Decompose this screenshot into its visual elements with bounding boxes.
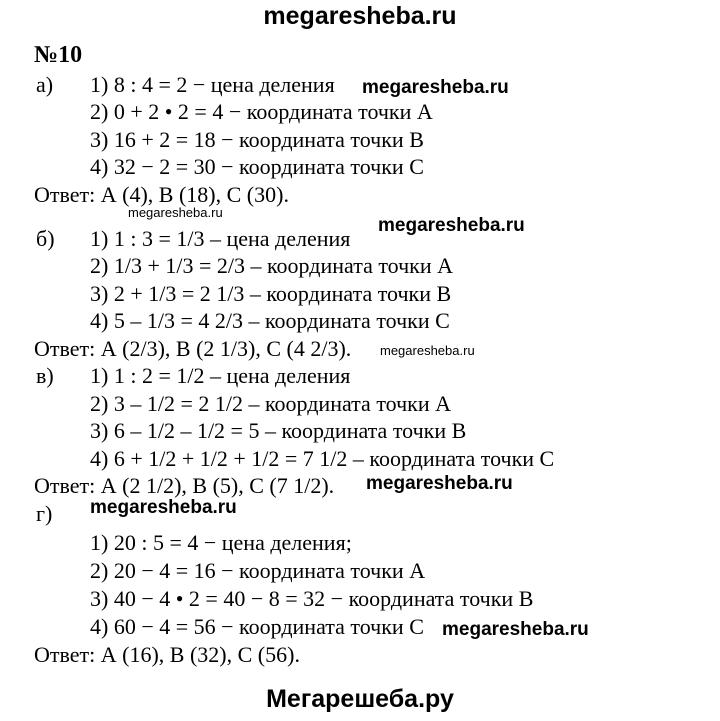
watermark-1: megaresheba.ru xyxy=(362,77,509,98)
watermark-5: megaresheba.ru xyxy=(442,619,589,640)
section-b-step-3: 3) 2 + 1/3 = 2 1/3 – координата точки В xyxy=(90,281,452,306)
section-v-step-1: 1) 1 : 2 = 1/2 – цена деления xyxy=(90,363,351,388)
section-g-step-4: 4) 60 − 4 = 56 − координата точки С xyxy=(90,614,424,639)
watermark-small-1: megaresheba.ru xyxy=(128,205,223,220)
section-a-label: а) xyxy=(36,72,54,97)
section-b-step-1: 1) 1 : 3 = 1/3 – цена деления xyxy=(90,226,351,251)
section-b-step-4: 4) 5 – 1/3 = 4 2/3 – координата точки С xyxy=(90,308,450,333)
section-b-step-2: 2) 1/3 + 1/3 = 2/3 – координата точки А xyxy=(90,253,454,278)
section-v-label: в) xyxy=(36,363,54,388)
section-b-answer: Ответ: А (2/3), В (2 1/3), С (4 2/3). xyxy=(34,336,352,361)
watermark-4: megaresheba.ru xyxy=(90,497,237,518)
section-g-label: г) xyxy=(36,501,53,526)
site-header-watermark: megaresheba.ru xyxy=(263,2,457,30)
site-footer-watermark: Мегарешеба.ру xyxy=(266,685,454,713)
watermark-2: megaresheba.ru xyxy=(378,215,525,236)
section-a-step-3: 3) 16 + 2 = 18 − координата точки В xyxy=(90,127,424,152)
problem-number: №10 xyxy=(34,42,83,68)
section-g-step-1: 1) 20 : 5 = 4 − цена деления; xyxy=(90,530,352,555)
section-v-step-4: 4) 6 + 1/2 + 1/2 + 1/2 = 7 1/2 – координата точки С xyxy=(90,446,555,471)
section-a-step-4: 4) 32 − 2 = 30 − координата точки С xyxy=(90,154,424,179)
watermark-small-2: megaresheba.ru xyxy=(380,343,475,358)
section-g-answer: Ответ: А (16), В (32), С (56). xyxy=(34,642,300,667)
section-v-answer: Ответ: А (2 1/2), В (5), С (7 1/2). xyxy=(34,473,335,498)
section-a-step-1: 1) 8 : 4 = 2 − цена деления xyxy=(90,72,335,97)
section-a-step-2: 2) 0 + 2 • 2 = 4 − координата точки А xyxy=(90,99,433,124)
section-g-step-3: 3) 40 − 4 • 2 = 40 − 8 = 32 − координата точки В xyxy=(90,586,534,611)
section-v-step-2: 2) 3 – 1/2 = 2 1/2 – координата точки А xyxy=(90,391,451,416)
watermark-3: megaresheba.ru xyxy=(366,473,513,494)
section-a-answer: Ответ: А (4), В (18), С (30). xyxy=(34,182,289,207)
section-b-label: б) xyxy=(36,226,55,251)
section-g-step-2: 2) 20 − 4 = 16 − координата точки А xyxy=(90,558,426,583)
section-v-step-3: 3) 6 – 1/2 – 1/2 = 5 – координата точки В xyxy=(90,418,467,443)
